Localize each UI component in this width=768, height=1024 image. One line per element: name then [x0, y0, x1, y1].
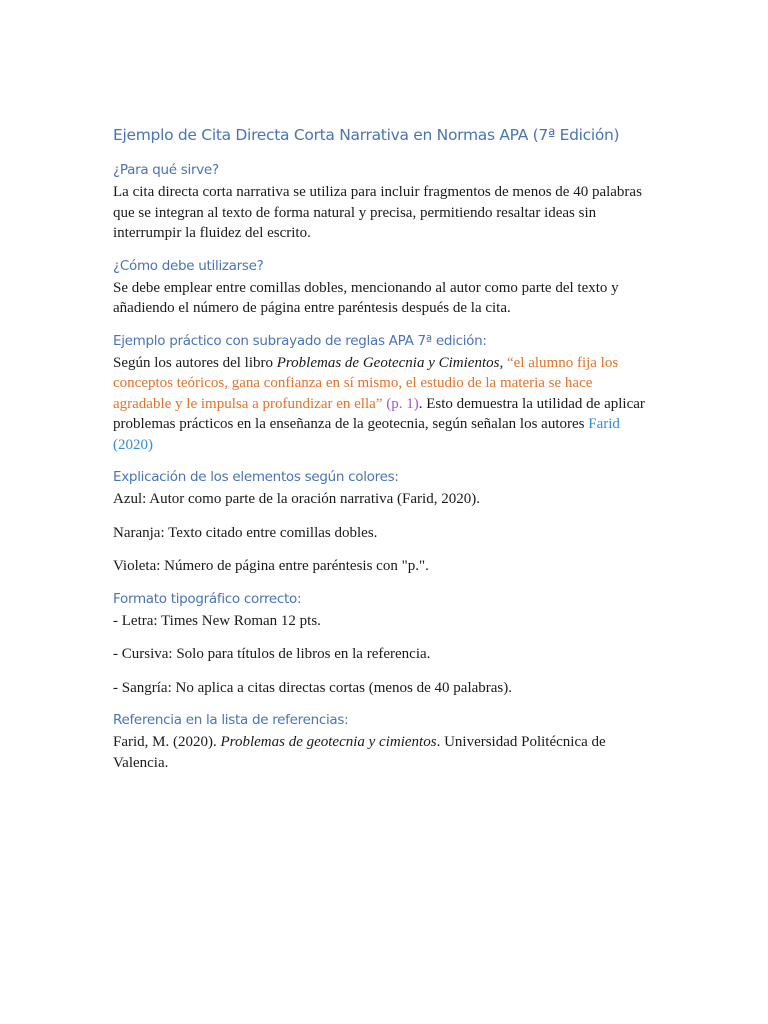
paragraph-como-utilizarse: Se debe emplear entre comillas dobles, mencionando al autor como parte del texto y añadiendo el número de página entre paréntesis después de la cita.	[113, 279, 619, 316]
example-page-violet: (p. 1)	[386, 395, 419, 412]
document-title: Ejemplo de Cita Directa Corta Narrativa en Normas APA (7ª Edición)	[113, 126, 620, 144]
heading-formato-tipografico: Formato tipográfico correcto:	[113, 590, 302, 607]
example-book-title: Problemas de Geotecnia y Cimientos	[276, 354, 500, 371]
paragraph-para-que-sirve: La cita directa corta narrativa se utiliza para incluir fragmentos de menos de 40 palabras que se integran al texto de forma natural y precisa, permitiendo resaltar ideas sin interrumpir la fluidez del escrito.	[113, 184, 642, 241]
paragraph-ejemplo-practico	[113, 353, 653, 456]
example-rest: . Esto demuestra la utilidad de aplicar problemas prácticos en la enseñanza de la geotecnia, según señalan los autores	[113, 395, 645, 432]
color-item-naranja: Naranja: Texto citado entre comillas dobles.	[113, 524, 378, 541]
heading-explicacion-colores: Explicación de los elementos según colores:	[113, 469, 399, 485]
reference-author-year: Farid, M. (2020).	[113, 734, 221, 750]
format-item-letra: - Letra: Times New Roman 12 pts.	[113, 612, 321, 629]
format-item-sangria: - Sangría: No aplica a citas directas cortas (menos de 40 palabras).	[113, 679, 513, 696]
example-author-blue: Farid (2020)	[113, 416, 620, 453]
example-quote-orange: “el alumno fija los conceptos teóricos, gana confianza en sí mismo, el estudio de la materia se hace agradable y le impulsa a profundizar en ella”	[113, 354, 619, 412]
example-intro: Según los autores del libro	[113, 354, 277, 371]
example-comma: ,	[499, 354, 507, 371]
heading-para-que-sirve: ¿Para qué sirve?	[113, 162, 219, 178]
heading-como-utilizarse: ¿Cómo debe utilizarse?	[113, 257, 264, 274]
reference-entry	[113, 732, 653, 773]
reference-book-title: Problemas de geotecnia y cimientos	[220, 734, 437, 750]
color-item-azul: Azul: Autor como parte de la oración narrativa (Farid, 2020).	[113, 491, 480, 507]
reference-publisher: . Universidad Politécnica de Valencia.	[113, 734, 606, 771]
document-content	[113, 124, 653, 773]
format-item-cursiva: - Cursiva: Solo para títulos de libros en la referencia.	[113, 646, 431, 662]
heading-referencia: Referencia en la lista de referencias:	[113, 712, 349, 728]
heading-ejemplo-practico: Ejemplo práctico con subrayado de reglas APA 7ª edición:	[113, 332, 487, 349]
color-item-violeta: Violeta: Número de página entre paréntesis con "p.".	[113, 558, 429, 574]
